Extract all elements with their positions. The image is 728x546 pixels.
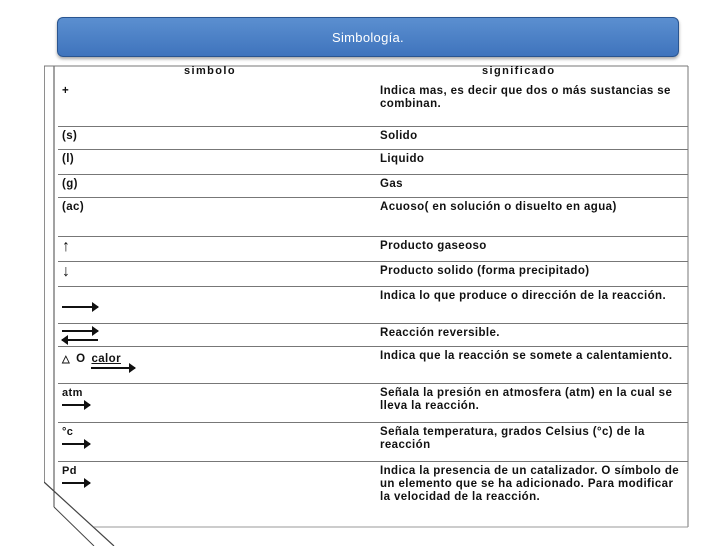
table-row [58, 82, 688, 127]
table-row [58, 384, 688, 423]
table-row [58, 150, 688, 175]
table-row [58, 127, 688, 150]
pressure-symbol: atm [62, 387, 90, 411]
slide-title: Simbología. [332, 29, 404, 45]
meaning-cell: Liquido [380, 153, 425, 165]
meaning-cell: Gas [380, 178, 403, 190]
column-header-meaning: significado [482, 65, 556, 77]
down-arrow-icon: ↓ [62, 263, 71, 280]
heat-symbol [62, 353, 135, 365]
meaning-cell: Señala temperatura, grados Celsius (°c) de la reacción [380, 426, 645, 451]
meaning-cell: Producto solido (forma precipitado) [380, 265, 590, 277]
table-row [58, 198, 688, 237]
table-row [58, 324, 688, 347]
up-arrow-icon: ↑ [62, 238, 71, 255]
table-row [58, 175, 688, 198]
heat-calor-label: calor [91, 353, 121, 365]
table-row [58, 237, 688, 262]
symbol-cell: (ac) [62, 201, 85, 213]
symbol-cell: (s) [62, 130, 78, 142]
table-row [58, 347, 688, 384]
table-row [58, 262, 688, 287]
meaning-cell: Indica que la reacción se somete a calentamiento. [380, 350, 673, 362]
meaning-cell: Producto gaseoso [380, 240, 487, 252]
meaning-cell: Acuoso( en solución o disuelto en agua) [380, 201, 617, 213]
slide-title-banner [57, 17, 679, 57]
meaning-cell: Indica lo que produce o dirección de la reacción. [380, 290, 667, 302]
symbol-table [58, 82, 688, 524]
temperature-symbol: °c [62, 426, 90, 450]
meaning-cell: Señala la presión en atmosfera (atm) en la cual se lleva la reacción. [380, 387, 673, 412]
symbol-table-scan [44, 62, 692, 546]
meaning-cell: Indica mas, es decir que dos o más sustancias se combinan. [380, 85, 671, 110]
meaning-cell: Solido [380, 130, 418, 142]
symbol-cell: (l) [62, 153, 75, 165]
table-row [58, 287, 688, 324]
heat-triangle-icon: △ [62, 353, 71, 365]
heat-or-label: O [76, 353, 86, 365]
meaning-cell: Indica la presencia de un catalizador. O símbolo de un elemento que se ha adicionado. Para modificar la velocidad de la reacción. [380, 465, 680, 503]
meaning-cell: Reacción reversible. [380, 327, 500, 339]
symbol-cell: + [62, 85, 70, 97]
column-header-symbol: simbolo [184, 65, 236, 77]
catalyst-symbol: Pd [62, 465, 90, 489]
symbol-cell: (g) [62, 178, 78, 190]
reversible-arrows-icon [62, 326, 98, 341]
right-arrow-icon [62, 301, 98, 313]
table-row [58, 462, 688, 524]
table-row [58, 423, 688, 462]
